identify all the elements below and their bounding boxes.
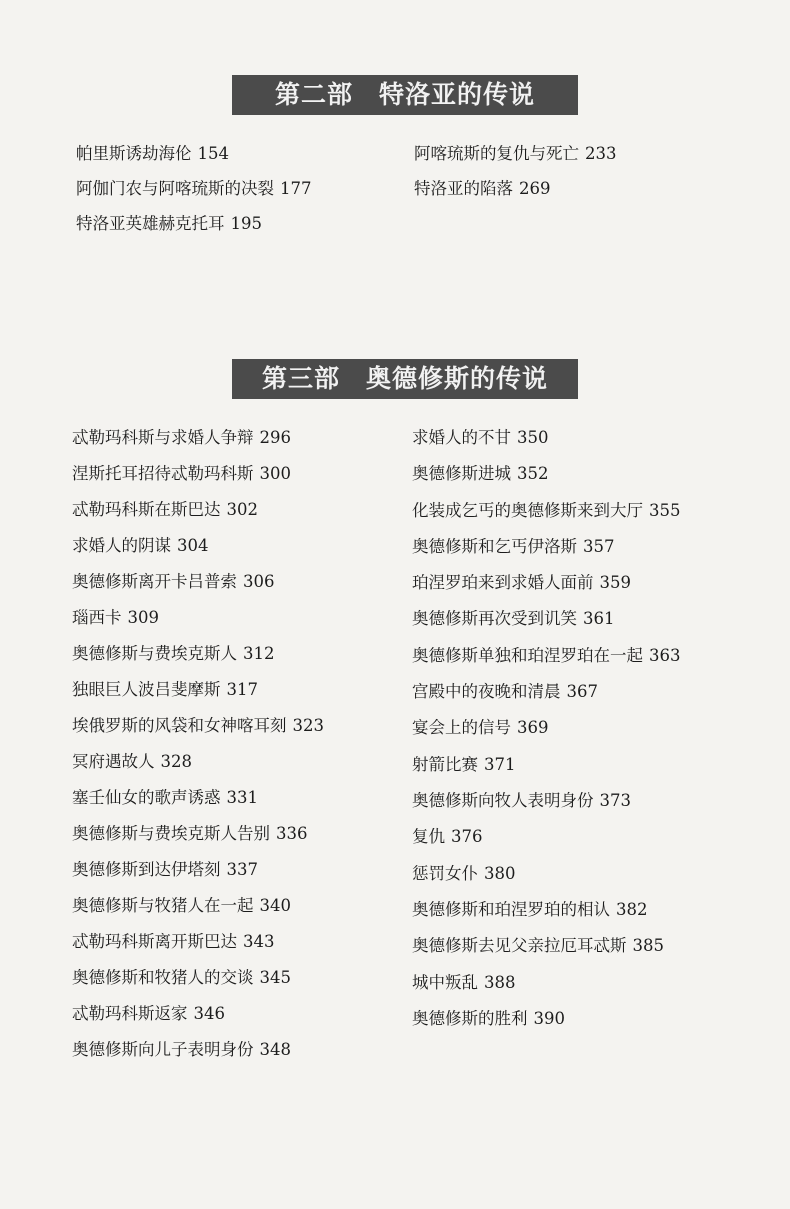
toc-entry-page: 309 xyxy=(127,608,159,627)
toc-entry-title: 特洛亚英雄赫克托耳 xyxy=(76,214,225,233)
part-two-heading xyxy=(232,75,578,115)
part-two-title: 特洛亚的传说 xyxy=(379,80,536,109)
toc-entry-page: 328 xyxy=(160,752,192,771)
toc-entry-title: 奥德修斯去见父亲拉厄耳忒斯 xyxy=(412,936,627,955)
toc-entry[interactable] xyxy=(72,642,275,666)
toc-entry[interactable] xyxy=(412,898,648,922)
toc-entry-title: 化装成乞丐的奥德修斯来到大厅 xyxy=(412,501,643,520)
toc-entry-page: 340 xyxy=(259,896,291,915)
toc-entry-page: 337 xyxy=(226,860,258,879)
toc-entry-title: 城中叛乱 xyxy=(412,973,478,992)
toc-entry[interactable] xyxy=(412,971,516,995)
toc-entry[interactable] xyxy=(76,177,312,201)
toc-entry-page: 306 xyxy=(243,572,275,591)
toc-entry-title: 瑙西卡 xyxy=(72,608,122,627)
toc-entry-page: 269 xyxy=(519,179,551,198)
toc-entry[interactable] xyxy=(412,426,549,450)
toc-entry-page: 195 xyxy=(230,214,262,233)
toc-entry[interactable] xyxy=(414,177,551,201)
part-three-number: 第三部 xyxy=(261,364,340,393)
toc-entry[interactable] xyxy=(412,680,598,704)
toc-entry-page: 361 xyxy=(583,609,615,628)
toc-entry-title: 宫殿中的夜晚和清晨 xyxy=(412,682,561,701)
toc-entry-title: 奥德修斯和牧猪人的交谈 xyxy=(72,968,254,987)
toc-entry-page: 388 xyxy=(484,973,516,992)
toc-entry[interactable] xyxy=(72,678,258,702)
toc-entry-title: 珀涅罗珀来到求婚人面前 xyxy=(412,573,594,592)
toc-entry[interactable] xyxy=(72,822,308,846)
toc-entry-title: 奥德修斯与费埃克斯人 xyxy=(72,644,237,663)
toc-entry[interactable] xyxy=(72,462,291,486)
toc-entry[interactable] xyxy=(412,499,681,523)
toc-entry[interactable] xyxy=(72,534,209,558)
toc-entry-title: 复仇 xyxy=(412,827,445,846)
toc-entry-page: 154 xyxy=(197,144,229,163)
toc-entry[interactable] xyxy=(72,606,159,630)
toc-entry-title: 特洛亚的陷落 xyxy=(414,179,513,198)
toc-entry-title: 奥德修斯和乞丐伊洛斯 xyxy=(412,537,577,556)
toc-entry-page: 390 xyxy=(533,1009,565,1028)
toc-entry-title: 冥府遇故人 xyxy=(72,752,155,771)
toc-entry-title: 奥德修斯和珀涅罗珀的相认 xyxy=(412,900,610,919)
toc-entry-title: 塞壬仙女的歌声诱惑 xyxy=(72,788,221,807)
toc-entry[interactable] xyxy=(412,462,549,486)
toc-entry[interactable] xyxy=(414,142,617,166)
toc-entry-page: 304 xyxy=(177,536,209,555)
toc-entry-title: 阿伽门农与阿喀琉斯的决裂 xyxy=(76,179,274,198)
toc-entry-title: 惩罚女仆 xyxy=(412,864,478,883)
toc-entry[interactable] xyxy=(72,426,291,450)
toc-entry[interactable] xyxy=(72,894,291,918)
toc-entry-page: 331 xyxy=(226,788,258,807)
toc-entry-title: 埃俄罗斯的风袋和女神喀耳刻 xyxy=(72,716,287,735)
toc-entry-title: 奥德修斯的胜利 xyxy=(412,1009,528,1028)
toc-entry-page: 380 xyxy=(484,864,516,883)
toc-entry-page: 369 xyxy=(517,718,549,737)
toc-entry-page: 363 xyxy=(649,646,681,665)
toc-entry-title: 阿喀琉斯的复仇与死亡 xyxy=(414,144,579,163)
toc-entry-title: 奥德修斯单独和珀涅罗珀在一起 xyxy=(412,646,643,665)
toc-entry-page: 317 xyxy=(226,680,258,699)
toc-entry-page: 367 xyxy=(566,682,598,701)
toc-entry-page: 373 xyxy=(599,791,631,810)
toc-entry[interactable] xyxy=(72,858,258,882)
toc-entry[interactable] xyxy=(72,1002,225,1026)
toc-entry-title: 涅斯托耳招待忒勒玛科斯 xyxy=(72,464,254,483)
toc-entry-title: 奥德修斯与牧猪人在一起 xyxy=(72,896,254,915)
toc-entry-title: 奥德修斯向儿子表明身份 xyxy=(72,1040,254,1059)
toc-entry[interactable] xyxy=(412,1007,565,1031)
toc-entry-title: 奥德修斯与费埃克斯人告别 xyxy=(72,824,270,843)
toc-entry-page: 352 xyxy=(517,464,549,483)
toc-entry[interactable] xyxy=(412,607,615,631)
toc-entry[interactable] xyxy=(72,930,275,954)
toc-entry-title: 独眼巨人波吕斐摩斯 xyxy=(72,680,221,699)
toc-entry[interactable] xyxy=(76,212,262,236)
toc-entry-page: 177 xyxy=(280,179,312,198)
part-three-heading xyxy=(232,359,578,399)
toc-entry-page: 296 xyxy=(259,428,291,447)
toc-entry-page: 371 xyxy=(484,755,516,774)
toc-entry-page: 336 xyxy=(276,824,308,843)
toc-entry[interactable] xyxy=(72,714,324,738)
toc-entry-title: 帕里斯诱劫海伦 xyxy=(76,144,192,163)
toc-entry-title: 奥德修斯离开卡吕普索 xyxy=(72,572,237,591)
toc-entry[interactable] xyxy=(412,571,631,595)
toc-entry-page: 343 xyxy=(243,932,275,951)
toc-entry-title: 奥德修斯到达伊塔刻 xyxy=(72,860,221,879)
toc-entry-page: 346 xyxy=(193,1004,225,1023)
toc-entry[interactable] xyxy=(76,142,229,166)
toc-entry-title: 求婚人的阴谋 xyxy=(72,536,171,555)
toc-entry[interactable] xyxy=(72,750,192,774)
toc-entry-title: 忒勒玛科斯离开斯巴达 xyxy=(72,932,237,951)
toc-entry-page: 382 xyxy=(616,900,648,919)
part-three-title: 奥德修斯的传说 xyxy=(366,364,549,393)
toc-entry-page: 376 xyxy=(451,827,483,846)
toc-entry[interactable] xyxy=(412,716,549,740)
toc-entry-page: 350 xyxy=(517,428,549,447)
toc-entry-page: 233 xyxy=(585,144,617,163)
toc-entry-title: 奥德修斯进城 xyxy=(412,464,511,483)
toc-entry-page: 300 xyxy=(259,464,291,483)
toc-entry[interactable] xyxy=(72,966,291,990)
toc-entry-title: 宴会上的信号 xyxy=(412,718,511,737)
toc-entry-page: 385 xyxy=(632,936,664,955)
toc-entry[interactable] xyxy=(72,498,258,522)
toc-entry[interactable] xyxy=(412,535,615,559)
toc-entry-page: 355 xyxy=(649,501,681,520)
toc-entry-page: 345 xyxy=(259,968,291,987)
toc-entry[interactable] xyxy=(412,753,516,777)
part-two-number: 第二部 xyxy=(274,80,353,109)
toc-entry-title: 射箭比赛 xyxy=(412,755,478,774)
toc-entry-page: 302 xyxy=(226,500,258,519)
toc-entry[interactable] xyxy=(412,644,681,668)
toc-entry-page: 359 xyxy=(599,573,631,592)
toc-entry-page: 312 xyxy=(243,644,275,663)
toc-entry-title: 忒勒玛科斯与求婚人争辩 xyxy=(72,428,254,447)
toc-entry[interactable] xyxy=(412,862,516,886)
toc-entry-title: 奥德修斯再次受到讥笑 xyxy=(412,609,577,628)
toc-entry-title: 奥德修斯向牧人表明身份 xyxy=(412,791,594,810)
toc-entry-title: 忒勒玛科斯返家 xyxy=(72,1004,188,1023)
toc-entry-page: 323 xyxy=(292,716,324,735)
toc-entry[interactable] xyxy=(72,570,275,594)
toc-entry-page: 348 xyxy=(259,1040,291,1059)
toc-entry-page: 357 xyxy=(583,537,615,556)
toc-entry[interactable] xyxy=(412,934,664,958)
toc-entry-title: 求婚人的不甘 xyxy=(412,428,511,447)
toc-entry[interactable] xyxy=(72,786,258,810)
toc-entry[interactable] xyxy=(412,789,631,813)
toc-entry[interactable] xyxy=(72,1038,291,1062)
toc-entry[interactable] xyxy=(412,825,483,849)
toc-entry-title: 忒勒玛科斯在斯巴达 xyxy=(72,500,221,519)
